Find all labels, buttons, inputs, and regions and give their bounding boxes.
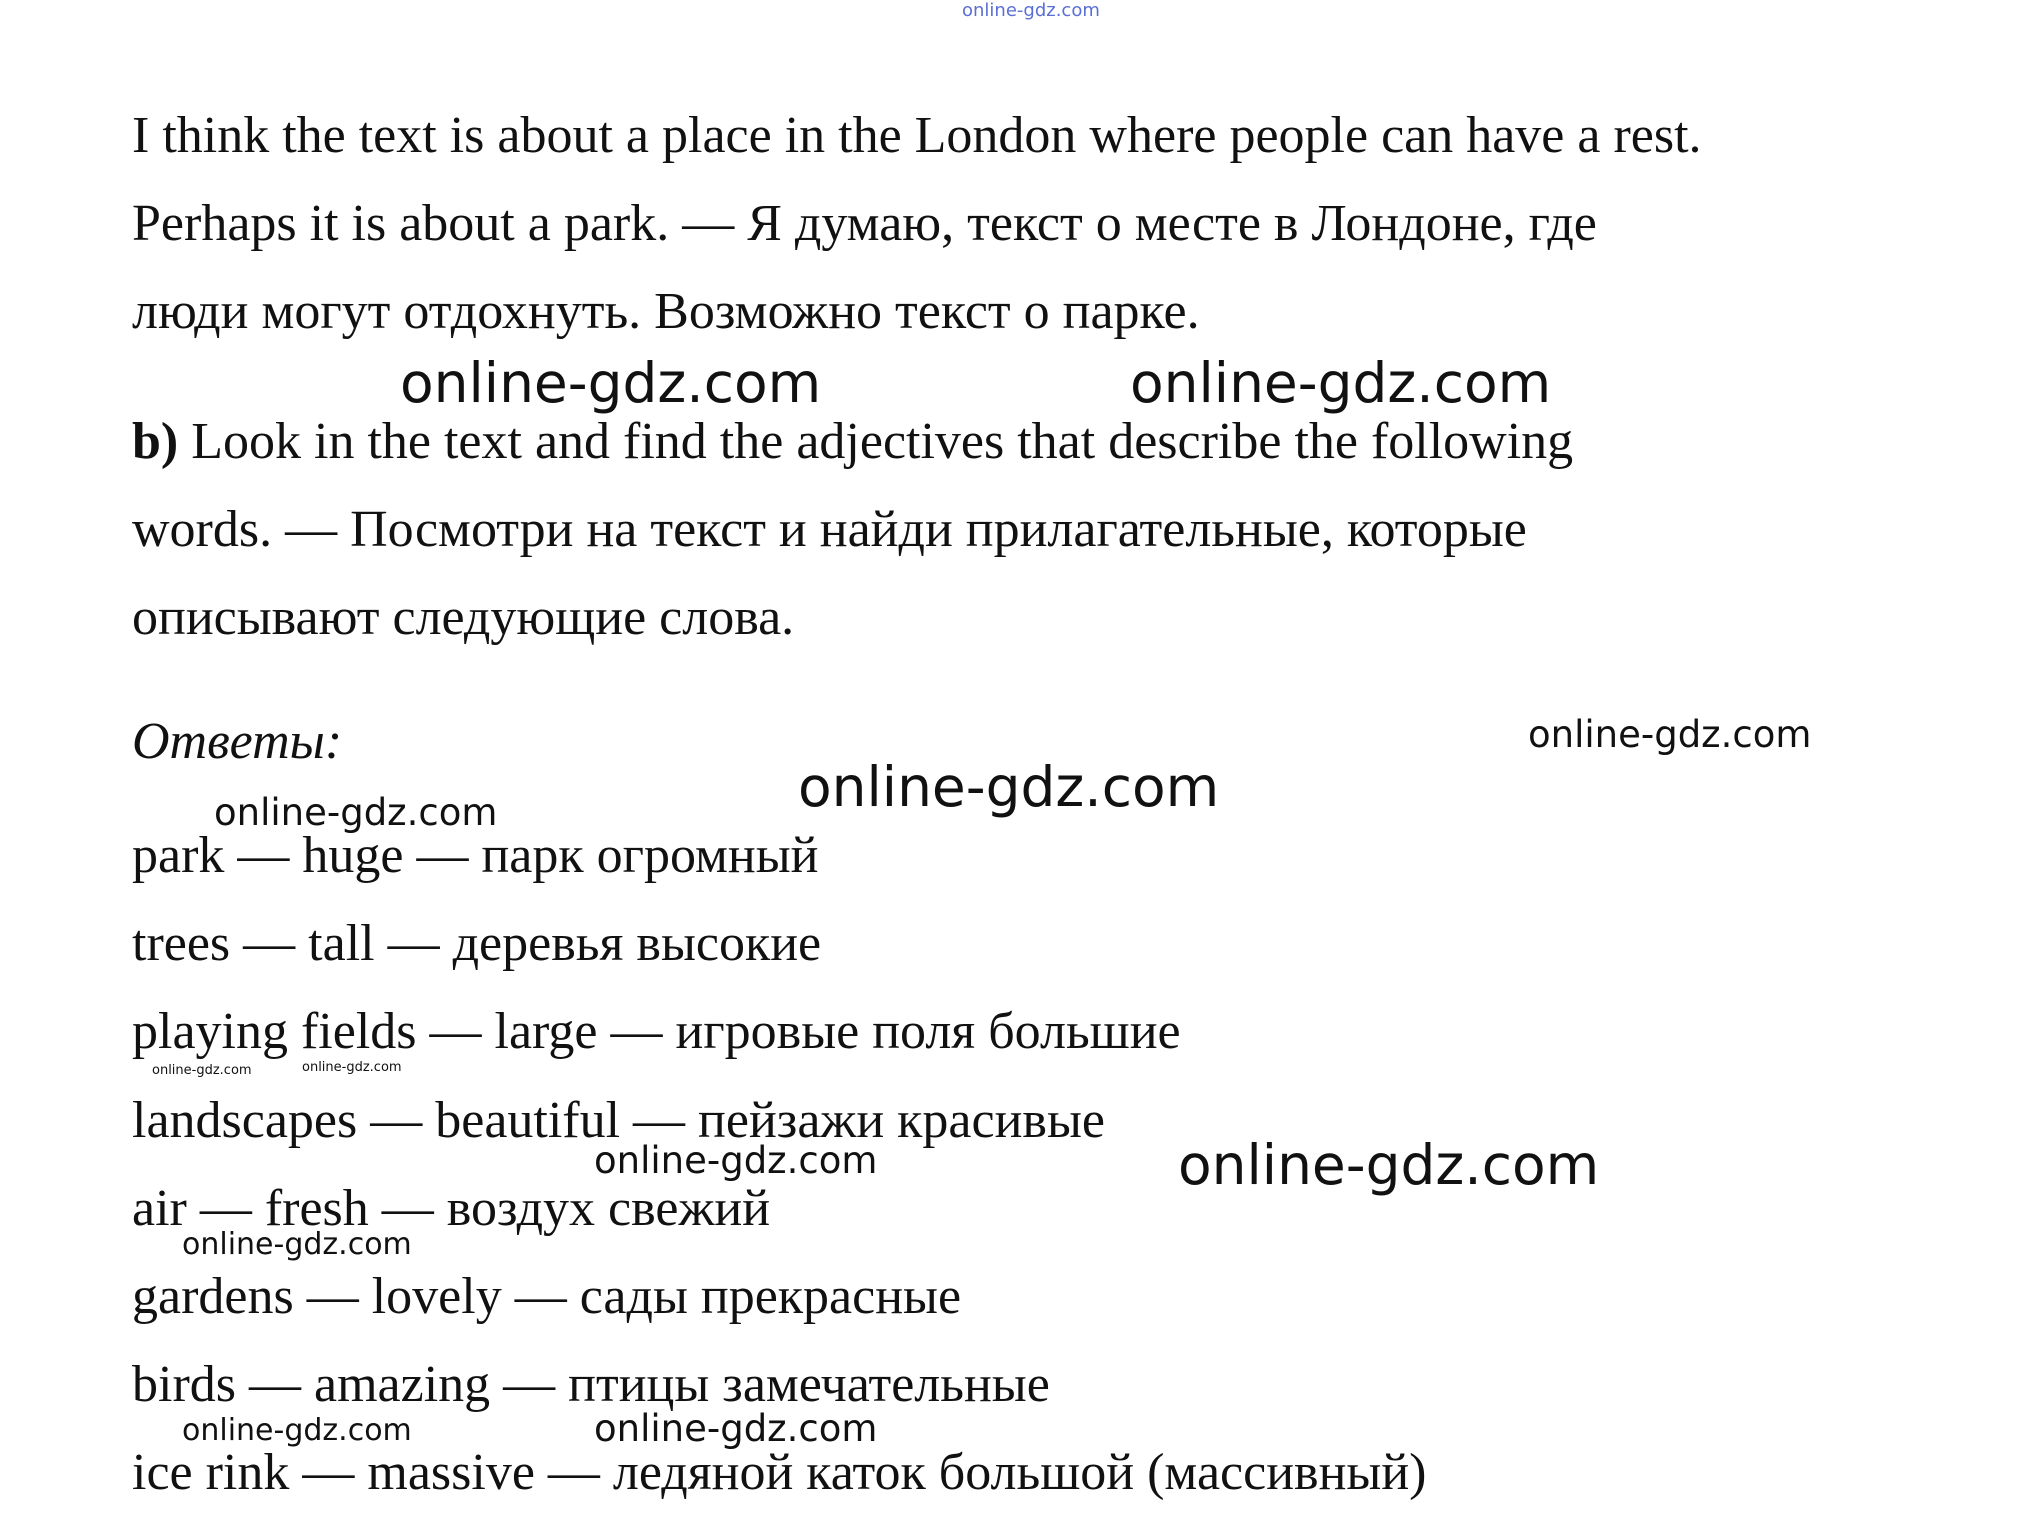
task-line-1 (132, 412, 1573, 472)
watermark: online-gdz.com (1130, 351, 1552, 415)
answer-item: birds — amazing — птицы замечательные (132, 1356, 1050, 1413)
answer-item: gardens — lovely — сады прекрасные (132, 1268, 962, 1325)
watermark: online-gdz.com (302, 1060, 402, 1075)
watermark: online-gdz.com (182, 1227, 412, 1262)
watermark: online-gdz.com (400, 351, 822, 415)
intro-line-1: I think the text is about a place in the London where people can have a rest. (132, 107, 1702, 164)
intro-line-3: люди могут отдохнуть. Возможно текст о парке. (132, 283, 1200, 340)
answer-item: trees — tall — деревья высокие (132, 915, 822, 972)
watermark: online-gdz.com (214, 791, 498, 834)
watermark: online-gdz.com (594, 1139, 878, 1182)
watermark: online-gdz.com (594, 1407, 878, 1450)
intro-line-2: Perhaps it is about a park. — Я думаю, текст о месте в Лондоне, где (132, 195, 1597, 252)
answer-item: landscapes — beautiful — пейзажи красивые (132, 1092, 1105, 1149)
answer-item: ice rink — massive — ледяной каток большой (массивный) (132, 1444, 1427, 1501)
task-line-3: описывают следующие слова. (132, 589, 795, 646)
task-label: b) (132, 413, 179, 470)
watermark-top: online-gdz.com (962, 0, 1100, 21)
answers-heading: Ответы: (132, 713, 343, 770)
task-text-1: Look in the text and find the adjectives that describe the following (178, 413, 1574, 470)
answer-item: air — fresh — воздух свежий (132, 1180, 771, 1237)
answer-item: park — huge — парк огромный (132, 827, 819, 884)
watermark: online-gdz.com (152, 1063, 252, 1078)
watermark: online-gdz.com (182, 1413, 412, 1448)
answer-item: playing fields — large — игровые поля большие (132, 1003, 1181, 1060)
watermark: online-gdz.com (1178, 1133, 1600, 1197)
watermark: online-gdz.com (1528, 713, 1812, 756)
watermark: online-gdz.com (798, 755, 1220, 819)
task-line-2: words. — Посмотри на текст и найди прилагательные, которые (132, 501, 1527, 558)
